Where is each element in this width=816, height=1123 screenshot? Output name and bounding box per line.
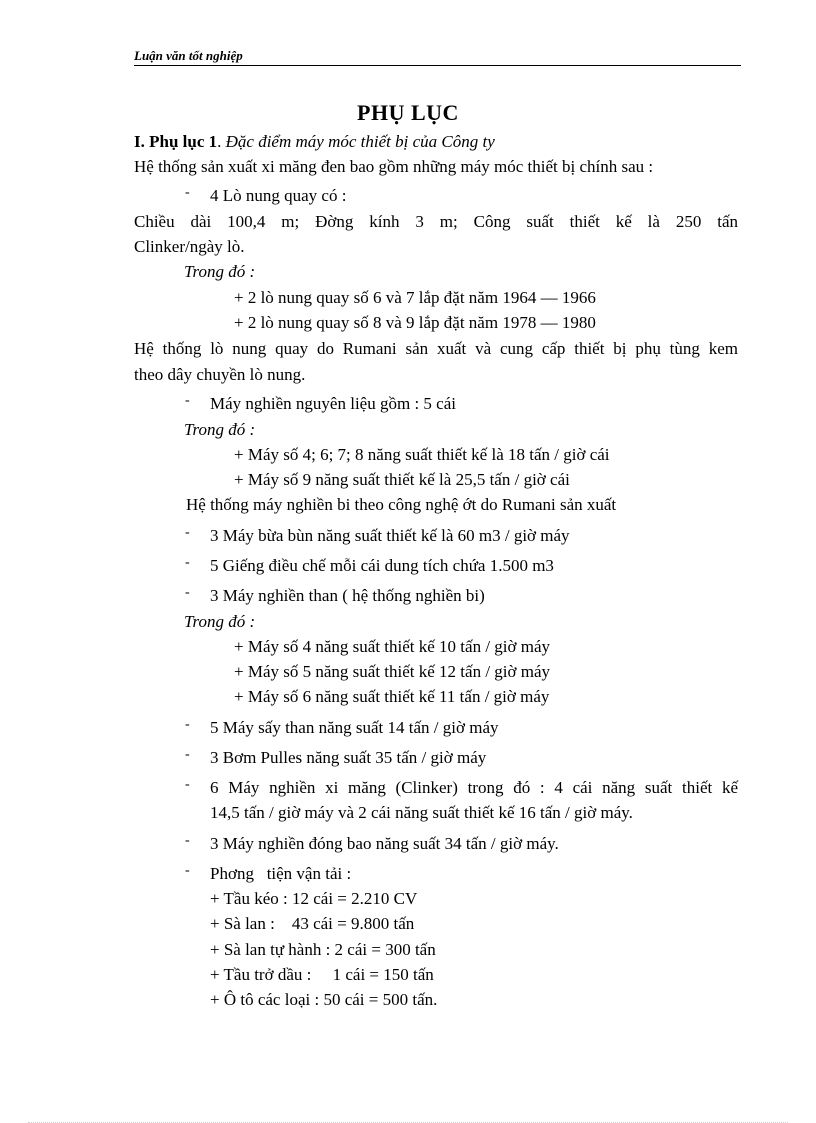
appendix-subtitle: Đặc điểm máy móc thiết bị của Công ty [225, 132, 495, 151]
coal-item: + Máy số 4 năng suất thiết kế 10 tấn / giờ máy [234, 637, 551, 656]
kilns-item: + 2 lò nung quay số 8 và 9 lắp đặt năm 1978 — 1980 [234, 313, 596, 332]
mills-bullet: Máy nghiền nguyên liệu gồm : 5 cái [210, 394, 456, 413]
kilns-bullet: 4 Lò nung quay có : [210, 186, 347, 205]
bullet-dash: - [185, 833, 190, 848]
bullet-dash: - [185, 747, 190, 762]
appendix-separator: . [217, 132, 226, 151]
bullet-dash: - [185, 585, 190, 600]
kilns-sub-label: Trong đó : [184, 262, 256, 281]
bullet-dash: - [185, 185, 190, 200]
equipment-item: 3 Máy bừa bùn năng suất thiết kế là 60 m3 / giờ máy [210, 526, 570, 545]
bullet-dash: - [185, 717, 190, 732]
kilns-desc-line2: Clinker/ngày lò. [134, 237, 245, 256]
equipment-item: 3 Máy nghiền than ( hệ thống nghiền bi) [210, 586, 485, 605]
appendix-heading [134, 132, 495, 152]
appendix-label: I. Phụ lục 1 [134, 132, 218, 151]
running-header: Luận văn tốt nghiệp [134, 48, 741, 66]
mills-item: + Máy số 9 năng suất thiết kế là 25,5 tấn / giờ cái [234, 470, 570, 489]
mills-item: + Máy số 4; 6; 7; 8 năng suất thiết kế là 18 tấn / giờ cái [234, 445, 610, 464]
coal-item: + Máy số 5 năng suất thiết kế 12 tấn / giờ máy [234, 662, 551, 681]
transport-item: + Tầu kéo : 12 cái = 2.210 CV [210, 889, 418, 908]
intro-text: Hệ thống sản xuất xi măng đen bao gồm những máy móc thiết bị chính sau : [134, 157, 654, 176]
bullet-dash: - [185, 525, 190, 540]
kilns-note-line2: theo dây chuyền lò nung. [134, 365, 306, 384]
cement-mill-line2: 14,5 tấn / giờ máy và 2 cái năng suất thiết kế 16 tấn / giờ máy. [210, 803, 633, 822]
kilns-desc-line1: Chiều dài 100,4 m; Đờng kính 3 m; Công suất thiết kế là 250 tấn [134, 212, 738, 231]
mills-sub-label: Trong đó : [184, 420, 256, 439]
transport-bullet: Phơng tiện vận tải : [210, 864, 352, 883]
page-title: PHỤ LỤC [357, 100, 459, 125]
transport-item: + Sà lan : 43 cái = 9.800 tấn [210, 914, 415, 933]
kilns-note-line1: Hệ thống lò nung quay do Rumani sản xuất và cung cấp thiết bị phụ tùng kem [134, 339, 738, 358]
mills-note: Hệ thống máy nghiền bi theo công nghệ ớt do Rumani sản xuất [186, 495, 617, 514]
transport-item: + Sà lan tự hành : 2 cái = 300 tấn [210, 940, 436, 959]
transport-item: + Ô tô các loại : 50 cái = 500 tấn. [210, 990, 438, 1009]
coal-sub-label: Trong đó : [184, 612, 256, 631]
bullet-dash: - [185, 555, 190, 570]
more-item: 3 Bơm Pulles năng suất 35 tấn / giờ máy [210, 748, 487, 767]
transport-item: + Tầu trở dầu : 1 cái = 150 tấn [210, 965, 434, 984]
equipment-item: 5 Giếng điều chế mỗi cái dung tích chứa 1.500 m3 [210, 556, 554, 575]
bullet-dash: - [185, 393, 190, 408]
bullet-dash: - [185, 863, 190, 878]
more-item: 5 Máy sấy than năng suất 14 tấn / giờ máy [210, 718, 499, 737]
cement-mill-line1: 6 Máy nghiền xi măng (Clinker) trong đó : 4 cái năng suất thiết kế [210, 778, 738, 797]
packing-item: 3 Máy nghiền đóng bao năng suất 34 tấn / giờ máy. [210, 834, 559, 853]
bullet-dash: - [185, 777, 190, 792]
coal-item: + Máy số 6 năng suất thiết kế 11 tấn / giờ máy [234, 687, 550, 706]
kilns-item: + 2 lò nung quay số 6 và 7 lắp đặt năm 1964 — 1966 [234, 288, 596, 307]
